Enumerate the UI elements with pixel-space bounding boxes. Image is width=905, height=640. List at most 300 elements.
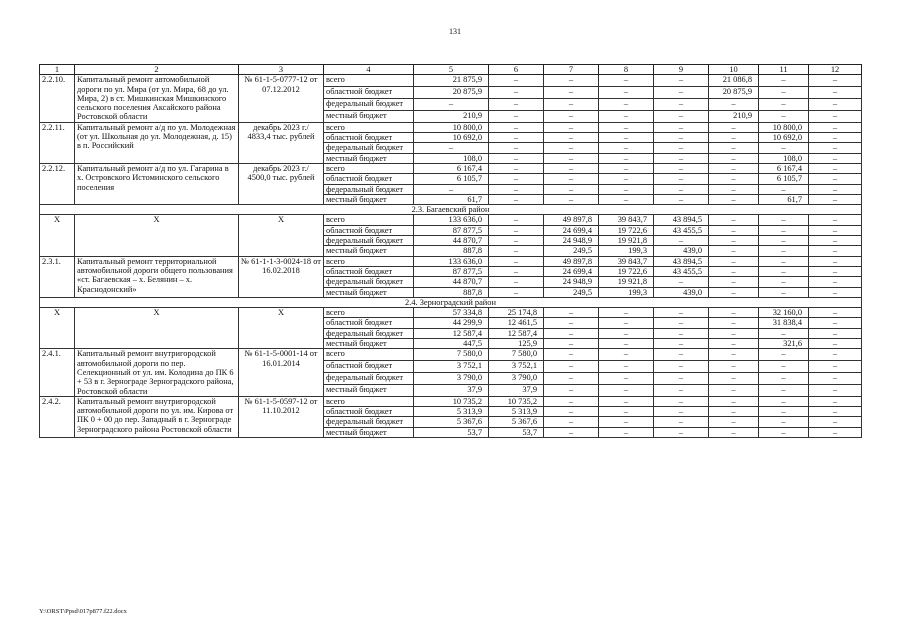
- item-name: Капитальный ремонт территориальной автомобильной дороги общего пользования «ст. Багаевская – х. Белянин – х. Краснодонский»: [75, 256, 239, 297]
- amount-cell: 887,8: [414, 287, 489, 297]
- amount-cell: 5 367,6: [489, 417, 544, 427]
- item-number: 2.3.1.: [40, 256, 75, 297]
- amount-cell: –: [759, 266, 809, 276]
- amount-cell: –: [544, 308, 599, 318]
- item-document: Х: [239, 308, 324, 349]
- amount-cell: –: [654, 87, 709, 99]
- amount-cell: 3 752,1: [414, 361, 489, 373]
- amount-cell: 24 948,9: [544, 277, 599, 287]
- amount-cell: –: [544, 318, 599, 328]
- item-number: 2.2.11.: [40, 122, 75, 163]
- item-number: Х: [40, 215, 75, 256]
- funding-source: всего: [324, 396, 414, 406]
- funding-source: местный бюджет: [324, 194, 414, 204]
- amount-cell: 43 894,5: [654, 256, 709, 266]
- table-row: [40, 122, 862, 132]
- amount-cell: –: [599, 373, 654, 385]
- amount-cell: 3 790,0: [489, 373, 544, 385]
- amount-cell: –: [489, 184, 544, 194]
- amount-cell: –: [709, 396, 759, 406]
- amount-cell: 24 699,4: [544, 266, 599, 276]
- amount-cell: 10 735,2: [414, 396, 489, 406]
- amount-cell: 21 875,9: [414, 75, 489, 87]
- amount-cell: –: [709, 328, 759, 338]
- table-row: [40, 308, 862, 318]
- amount-cell: –: [489, 99, 544, 111]
- amount-cell: 43 455,5: [654, 266, 709, 276]
- amount-cell: –: [489, 133, 544, 143]
- item-document: декабрь 2023 г./ 4833,4 тыс. рублей: [239, 122, 324, 163]
- funding-source: местный бюджет: [324, 339, 414, 349]
- page-number: 131: [449, 27, 461, 36]
- amount-cell: 199,3: [599, 246, 654, 256]
- funding-source: местный бюджет: [324, 384, 414, 396]
- amount-cell: –: [599, 75, 654, 87]
- amount-cell: –: [809, 133, 862, 143]
- amount-cell: –: [759, 407, 809, 417]
- amount-cell: –: [544, 361, 599, 373]
- funding-source: местный бюджет: [324, 246, 414, 256]
- amount-cell: –: [709, 153, 759, 163]
- amount-cell: 5 313,9: [414, 407, 489, 417]
- amount-cell: –: [414, 143, 489, 153]
- column-number: 10: [709, 65, 759, 75]
- amount-cell: –: [759, 417, 809, 427]
- amount-cell: –: [759, 246, 809, 256]
- amount-cell: –: [599, 184, 654, 194]
- amount-cell: –: [489, 225, 544, 235]
- amount-cell: 12 587,4: [414, 328, 489, 338]
- amount-cell: 53,7: [489, 427, 544, 437]
- amount-cell: –: [489, 110, 544, 122]
- amount-cell: –: [599, 143, 654, 153]
- amount-cell: 37,9: [414, 384, 489, 396]
- funding-source: областной бюджет: [324, 87, 414, 99]
- amount-cell: –: [709, 236, 759, 246]
- amount-cell: 439,0: [654, 287, 709, 297]
- table-row: [40, 256, 862, 266]
- amount-cell: –: [759, 236, 809, 246]
- amount-cell: 44 870,7: [414, 277, 489, 287]
- amount-cell: –: [654, 328, 709, 338]
- amount-cell: –: [654, 174, 709, 184]
- amount-cell: –: [599, 407, 654, 417]
- amount-cell: –: [809, 122, 862, 132]
- funding-source: федеральный бюджет: [324, 184, 414, 194]
- amount-cell: –: [809, 328, 862, 338]
- column-number: 2: [75, 65, 239, 75]
- amount-cell: –: [599, 174, 654, 184]
- amount-cell: –: [654, 308, 709, 318]
- amount-cell: –: [709, 384, 759, 396]
- amount-cell: –: [759, 328, 809, 338]
- amount-cell: –: [759, 99, 809, 111]
- amount-cell: –: [759, 110, 809, 122]
- column-number: 6: [489, 65, 544, 75]
- amount-cell: –: [809, 349, 862, 361]
- column-number: 4: [324, 65, 414, 75]
- amount-cell: –: [489, 236, 544, 246]
- amount-cell: 125,9: [489, 339, 544, 349]
- amount-cell: 199,3: [599, 287, 654, 297]
- amount-cell: –: [654, 318, 709, 328]
- amount-cell: 19 722,6: [599, 225, 654, 235]
- amount-cell: –: [544, 194, 599, 204]
- column-number: 3: [239, 65, 324, 75]
- amount-cell: –: [654, 133, 709, 143]
- amount-cell: 19 722,6: [599, 266, 654, 276]
- funding-source: всего: [324, 75, 414, 87]
- amount-cell: –: [709, 246, 759, 256]
- amount-cell: –: [809, 427, 862, 437]
- amount-cell: –: [544, 87, 599, 99]
- amount-cell: –: [654, 163, 709, 173]
- amount-cell: –: [654, 194, 709, 204]
- amount-cell: –: [809, 396, 862, 406]
- amount-cell: –: [599, 163, 654, 173]
- amount-cell: 31 838,4: [759, 318, 809, 328]
- amount-cell: –: [599, 396, 654, 406]
- amount-cell: 44 870,7: [414, 236, 489, 246]
- table-row: [40, 75, 862, 87]
- amount-cell: 439,0: [654, 246, 709, 256]
- amount-cell: 10 800,0: [414, 122, 489, 132]
- table-row: [40, 349, 862, 361]
- amount-cell: –: [599, 361, 654, 373]
- column-number: 5: [414, 65, 489, 75]
- amount-cell: –: [709, 163, 759, 173]
- amount-cell: –: [809, 153, 862, 163]
- item-name: Капитальный ремонт внутригородской автомобильной дороги по ул. им. Кирова от ПК 0 + 00 до пер. Западный в г. Зернограде Зерноградского района Ростовской области: [75, 396, 239, 437]
- footer-file-path: Y:\ORST\Ppsd\017p877.f22.docx: [39, 608, 127, 615]
- amount-cell: –: [544, 427, 599, 437]
- funding-source: всего: [324, 308, 414, 318]
- amount-cell: –: [654, 373, 709, 385]
- column-number: 12: [809, 65, 862, 75]
- table-row: [40, 215, 862, 225]
- amount-cell: –: [759, 287, 809, 297]
- amount-cell: –: [544, 373, 599, 385]
- amount-cell: –: [709, 194, 759, 204]
- funding-source: федеральный бюджет: [324, 236, 414, 246]
- amount-cell: –: [809, 246, 862, 256]
- amount-cell: –: [809, 225, 862, 235]
- amount-cell: –: [544, 133, 599, 143]
- amount-cell: –: [709, 318, 759, 328]
- amount-cell: 39 843,7: [599, 256, 654, 266]
- column-number: 11: [759, 65, 809, 75]
- amount-cell: –: [489, 266, 544, 276]
- amount-cell: –: [544, 122, 599, 132]
- item-document: декабрь 2023 г./ 4500,0 тыс. рублей: [239, 163, 324, 204]
- amount-cell: –: [599, 99, 654, 111]
- funding-source: федеральный бюджет: [324, 417, 414, 427]
- amount-cell: –: [809, 384, 862, 396]
- amount-cell: –: [544, 328, 599, 338]
- funding-source: областной бюджет: [324, 407, 414, 417]
- amount-cell: 10 735,2: [489, 396, 544, 406]
- amount-cell: –: [759, 373, 809, 385]
- amount-cell: –: [654, 407, 709, 417]
- amount-cell: –: [654, 277, 709, 287]
- amount-cell: –: [544, 153, 599, 163]
- amount-cell: –: [709, 339, 759, 349]
- amount-cell: –: [709, 122, 759, 132]
- amount-cell: –: [599, 194, 654, 204]
- amount-cell: –: [599, 110, 654, 122]
- item-document: № 61-1-5-0777-12 от 07.12.2012: [239, 75, 324, 122]
- amount-cell: 43 894,5: [654, 215, 709, 225]
- table-row: [40, 163, 862, 173]
- amount-cell: 12 461,5: [489, 318, 544, 328]
- amount-cell: 25 174,8: [489, 308, 544, 318]
- amount-cell: –: [809, 143, 862, 153]
- amount-cell: –: [489, 287, 544, 297]
- amount-cell: –: [489, 194, 544, 204]
- amount-cell: 887,8: [414, 246, 489, 256]
- amount-cell: –: [654, 75, 709, 87]
- amount-cell: 87 877,5: [414, 266, 489, 276]
- amount-cell: –: [654, 339, 709, 349]
- amount-cell: –: [709, 184, 759, 194]
- amount-cell: 49 897,8: [544, 215, 599, 225]
- amount-cell: –: [809, 339, 862, 349]
- amount-cell: –: [759, 215, 809, 225]
- amount-cell: –: [544, 184, 599, 194]
- amount-cell: –: [654, 396, 709, 406]
- amount-cell: –: [544, 99, 599, 111]
- amount-cell: 53,7: [414, 427, 489, 437]
- amount-cell: –: [414, 184, 489, 194]
- amount-cell: –: [599, 133, 654, 143]
- amount-cell: –: [709, 417, 759, 427]
- amount-cell: –: [654, 153, 709, 163]
- amount-cell: 133 636,0: [414, 215, 489, 225]
- amount-cell: –: [809, 236, 862, 246]
- item-name: Капитальный ремонт внутригородской автомобильной дороги по пер. Селекционный от ул. им. Колодина до ПК 6 + 53 в г. Зернограде Зерноградского района, Ростовской области: [75, 349, 239, 396]
- column-number-row: [40, 65, 862, 75]
- section-title: 2.3. Багаевский район: [40, 205, 862, 215]
- amount-cell: –: [489, 122, 544, 132]
- section-title-row: [40, 297, 862, 307]
- funding-source: местный бюджет: [324, 153, 414, 163]
- amount-cell: –: [809, 174, 862, 184]
- amount-cell: –: [759, 277, 809, 287]
- amount-cell: –: [489, 215, 544, 225]
- amount-cell: –: [654, 361, 709, 373]
- amount-cell: –: [809, 184, 862, 194]
- amount-cell: –: [809, 417, 862, 427]
- funding-source: областной бюджет: [324, 318, 414, 328]
- amount-cell: –: [709, 266, 759, 276]
- funding-source: областной бюджет: [324, 266, 414, 276]
- funding-source: федеральный бюджет: [324, 99, 414, 111]
- item-name: Капитальный ремонт автомобильной дороги по ул. Мира (от ул. Мира, 68 до ул. Мира, 2) в ст. Мишкинская Мишкинского сельского поселения Аксайского района Ростовской области: [75, 75, 239, 122]
- funding-source: местный бюджет: [324, 427, 414, 437]
- amount-cell: –: [544, 349, 599, 361]
- funding-source: всего: [324, 122, 414, 132]
- amount-cell: 37,9: [489, 384, 544, 396]
- amount-cell: –: [759, 256, 809, 266]
- amount-cell: 108,0: [414, 153, 489, 163]
- amount-cell: –: [809, 215, 862, 225]
- amount-cell: –: [809, 163, 862, 173]
- amount-cell: –: [709, 287, 759, 297]
- amount-cell: 20 875,9: [709, 87, 759, 99]
- amount-cell: 19 921,8: [599, 277, 654, 287]
- amount-cell: 24 699,4: [544, 225, 599, 235]
- amount-cell: –: [709, 99, 759, 111]
- funding-source: местный бюджет: [324, 287, 414, 297]
- amount-cell: 249,5: [544, 246, 599, 256]
- amount-cell: –: [489, 256, 544, 266]
- amount-cell: 21 086,8: [709, 75, 759, 87]
- amount-cell: –: [599, 308, 654, 318]
- amount-cell: –: [759, 184, 809, 194]
- amount-cell: –: [809, 110, 862, 122]
- amount-cell: –: [654, 122, 709, 132]
- amount-cell: –: [809, 318, 862, 328]
- amount-cell: 210,9: [414, 110, 489, 122]
- amount-cell: –: [654, 143, 709, 153]
- amount-cell: –: [489, 87, 544, 99]
- amount-cell: –: [759, 384, 809, 396]
- funding-source: местный бюджет: [324, 110, 414, 122]
- section-title: 2.4. Зерноградский район: [40, 297, 862, 307]
- funding-source: федеральный бюджет: [324, 143, 414, 153]
- amount-cell: –: [599, 328, 654, 338]
- amount-cell: 5 313,9: [489, 407, 544, 417]
- amount-cell: 6 105,7: [414, 174, 489, 184]
- item-name: Х: [75, 215, 239, 256]
- item-number: 2.4.2.: [40, 396, 75, 437]
- amount-cell: 61,7: [414, 194, 489, 204]
- amount-cell: 24 948,9: [544, 236, 599, 246]
- amount-cell: –: [599, 153, 654, 163]
- amount-cell: –: [599, 122, 654, 132]
- amount-cell: –: [599, 384, 654, 396]
- amount-cell: 249,5: [544, 287, 599, 297]
- amount-cell: –: [489, 163, 544, 173]
- amount-cell: –: [654, 349, 709, 361]
- amount-cell: –: [809, 373, 862, 385]
- amount-cell: –: [489, 153, 544, 163]
- amount-cell: –: [489, 277, 544, 287]
- column-number: 1: [40, 65, 75, 75]
- amount-cell: 39 843,7: [599, 215, 654, 225]
- amount-cell: 7 580,0: [489, 349, 544, 361]
- amount-cell: 61,7: [759, 194, 809, 204]
- amount-cell: 12 587,4: [489, 328, 544, 338]
- amount-cell: –: [809, 308, 862, 318]
- amount-cell: –: [709, 361, 759, 373]
- item-document: № 61-1-1-3-0024-18 от 16.02.2018: [239, 256, 324, 297]
- amount-cell: 44 299,9: [414, 318, 489, 328]
- item-document: № 61-1-5-0597-12 от 11.10.2012: [239, 396, 324, 437]
- amount-cell: –: [654, 417, 709, 427]
- amount-cell: –: [489, 174, 544, 184]
- amount-cell: 7 580,0: [414, 349, 489, 361]
- amount-cell: –: [709, 349, 759, 361]
- amount-cell: –: [809, 194, 862, 204]
- amount-cell: –: [759, 427, 809, 437]
- amount-cell: –: [489, 246, 544, 256]
- amount-cell: –: [809, 99, 862, 111]
- amount-cell: –: [709, 174, 759, 184]
- column-number: 9: [654, 65, 709, 75]
- item-number: 2.4.1.: [40, 349, 75, 396]
- amount-cell: –: [544, 75, 599, 87]
- amount-cell: –: [544, 174, 599, 184]
- amount-cell: 447,5: [414, 339, 489, 349]
- amount-cell: –: [709, 225, 759, 235]
- amount-cell: 20 875,9: [414, 87, 489, 99]
- amount-cell: 3 790,0: [414, 373, 489, 385]
- amount-cell: –: [599, 318, 654, 328]
- amount-cell: –: [709, 133, 759, 143]
- amount-cell: –: [599, 349, 654, 361]
- amount-cell: 3 752,1: [489, 361, 544, 373]
- funding-source: областной бюджет: [324, 133, 414, 143]
- amount-cell: –: [544, 396, 599, 406]
- amount-cell: –: [709, 215, 759, 225]
- amount-cell: –: [544, 143, 599, 153]
- amount-cell: –: [599, 427, 654, 437]
- amount-cell: 5 367,6: [414, 417, 489, 427]
- amount-cell: 10 800,0: [759, 122, 809, 132]
- funding-source: федеральный бюджет: [324, 277, 414, 287]
- amount-cell: –: [709, 427, 759, 437]
- amount-cell: –: [654, 236, 709, 246]
- amount-cell: –: [709, 256, 759, 266]
- funding-source: всего: [324, 349, 414, 361]
- amount-cell: 6 167,4: [759, 163, 809, 173]
- amount-cell: –: [544, 407, 599, 417]
- amount-cell: –: [654, 384, 709, 396]
- amount-cell: –: [809, 87, 862, 99]
- amount-cell: –: [599, 87, 654, 99]
- amount-cell: –: [809, 407, 862, 417]
- funding-source: всего: [324, 163, 414, 173]
- amount-cell: –: [759, 361, 809, 373]
- amount-cell: –: [809, 277, 862, 287]
- funding-source: областной бюджет: [324, 174, 414, 184]
- amount-cell: 32 160,0: [759, 308, 809, 318]
- item-document: № 61-1-5-0001-14 от 16.01.2014: [239, 349, 324, 396]
- column-number: 7: [544, 65, 599, 75]
- amount-cell: –: [654, 99, 709, 111]
- budget-table: [39, 64, 862, 438]
- amount-cell: –: [654, 427, 709, 437]
- amount-cell: –: [709, 277, 759, 287]
- amount-cell: –: [709, 407, 759, 417]
- item-name: Х: [75, 308, 239, 349]
- amount-cell: –: [809, 75, 862, 87]
- item-name: Капитальный ремонт а/д по ул. Молодежная (от ул. Школьная до ул. Молодежная, д. 15) в п. Российский: [75, 122, 239, 163]
- amount-cell: –: [414, 99, 489, 111]
- amount-cell: –: [759, 225, 809, 235]
- item-number: 2.2.10.: [40, 75, 75, 122]
- amount-cell: –: [489, 143, 544, 153]
- funding-source: областной бюджет: [324, 361, 414, 373]
- amount-cell: –: [544, 110, 599, 122]
- section-title-row: [40, 205, 862, 215]
- amount-cell: –: [709, 143, 759, 153]
- funding-source: федеральный бюджет: [324, 328, 414, 338]
- amount-cell: –: [654, 184, 709, 194]
- amount-cell: –: [759, 396, 809, 406]
- funding-source: областной бюджет: [324, 225, 414, 235]
